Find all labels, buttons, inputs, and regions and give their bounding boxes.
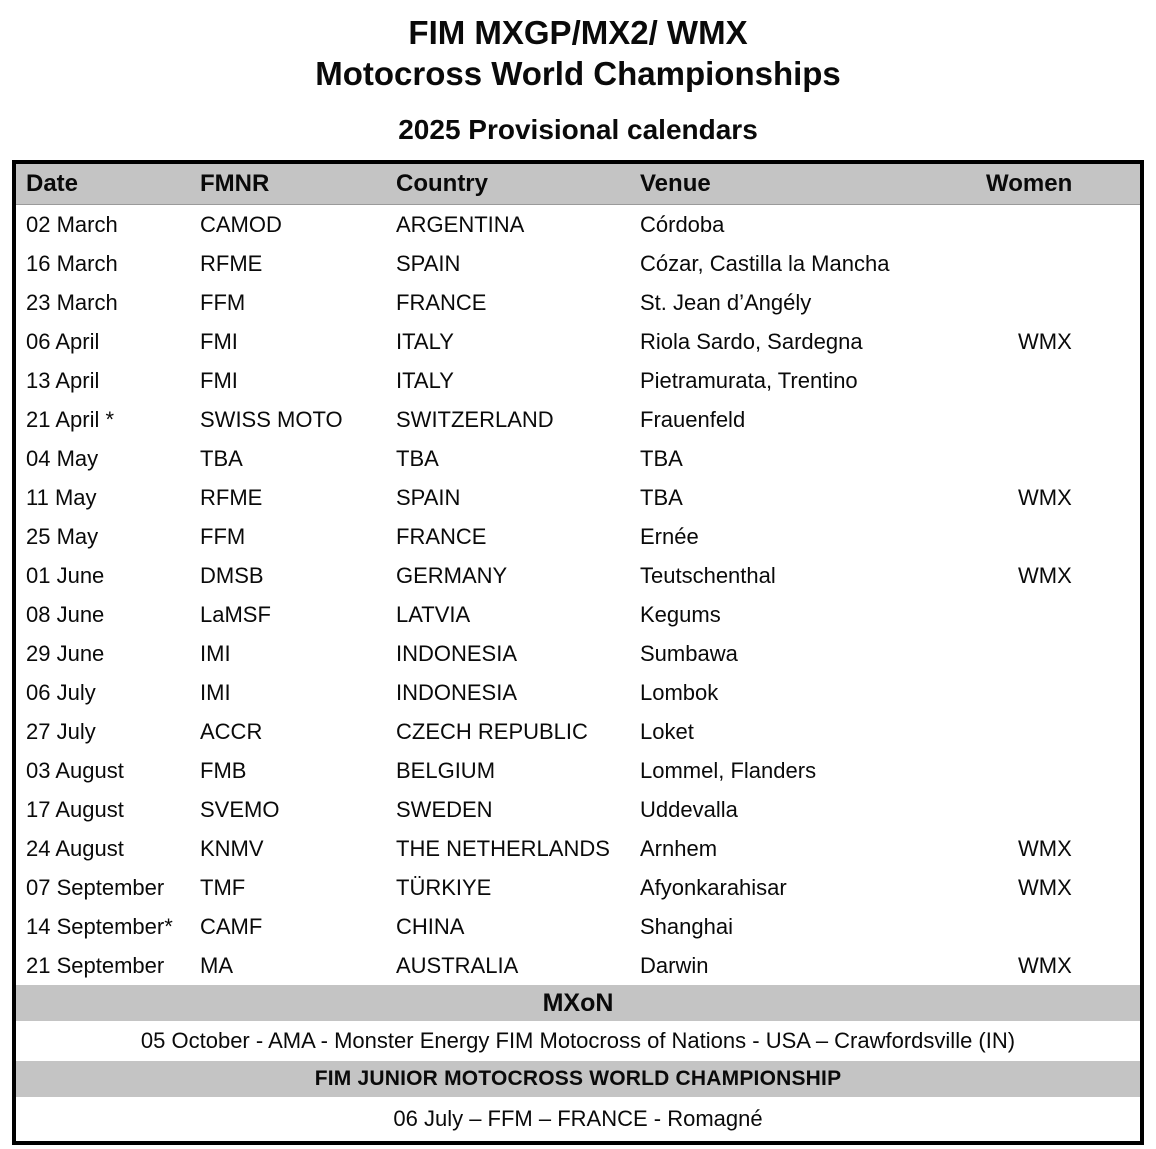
cell-venue: Loket <box>640 718 694 744</box>
table-row <box>16 751 1140 790</box>
cell-country: INDONESIA <box>396 640 518 666</box>
calendar-table <box>12 160 1144 1145</box>
table-row <box>16 829 1140 868</box>
cell-country: THE NETHERLANDS <box>396 835 610 861</box>
column-header-date: Date <box>26 170 79 197</box>
table-row <box>16 712 1140 751</box>
cell-country: TBA <box>396 445 439 471</box>
cell-fmnr: SVEMO <box>200 796 280 822</box>
cell-country: CHINA <box>396 913 465 939</box>
cell-venue: Arnhem <box>640 835 718 861</box>
table-row <box>16 556 1140 595</box>
cell-date: 29 June <box>26 640 105 666</box>
cell-date: 21 April * <box>26 406 115 432</box>
cell-date: 06 April <box>26 328 100 354</box>
cell-country: ITALY <box>396 328 454 354</box>
junior-section-header: FIM JUNIOR MOTOCROSS WORLD CHAMPIONSHIP <box>16 1061 1140 1097</box>
cell-venue: Pietramurata, Trentino <box>640 367 858 393</box>
table-row <box>16 322 1140 361</box>
cell-fmnr: DMSB <box>200 562 264 588</box>
table-row <box>16 244 1140 283</box>
cell-country: ITALY <box>396 367 454 393</box>
cell-country: LATVIA <box>396 601 471 627</box>
cell-venue: Lombok <box>640 679 719 705</box>
table-row <box>16 790 1140 829</box>
cell-fmnr: FMI <box>200 367 238 393</box>
doc-title-line2: Motocross World Championships <box>315 55 841 92</box>
cell-date: 23 March <box>26 289 118 315</box>
table-row <box>16 439 1140 478</box>
cell-country: SWITZERLAND <box>396 406 554 432</box>
table-row <box>16 205 1140 244</box>
cell-date: 08 June <box>26 601 105 627</box>
cell-country: CZECH REPUBLIC <box>396 718 588 744</box>
table-row <box>16 595 1140 634</box>
cell-fmnr: FMI <box>200 328 238 354</box>
cell-date: 14 September* <box>26 913 173 939</box>
cell-fmnr: TBA <box>200 445 243 471</box>
cell-date: 13 April <box>26 367 100 393</box>
cell-venue: Kegums <box>640 601 721 627</box>
cell-fmnr: TMF <box>200 874 246 900</box>
cell-fmnr: CAMOD <box>200 211 282 237</box>
cell-women: WMX <box>1018 562 1072 588</box>
cell-country: FRANCE <box>396 523 487 549</box>
cell-venue: Shanghai <box>640 913 733 939</box>
cell-venue: Sumbawa <box>640 640 738 666</box>
cell-country: ARGENTINA <box>396 211 525 237</box>
cell-country: SWEDEN <box>396 796 493 822</box>
table-header-row <box>16 164 1140 205</box>
cell-venue: Frauenfeld <box>640 406 746 432</box>
cell-date: 04 May <box>26 445 99 471</box>
doc-title-line1: FIM MXGP/MX2/ WMX <box>408 14 748 51</box>
junior-event-row: 06 July – FFM – FRANCE - Romagné <box>16 1097 1140 1141</box>
column-header-women: Women <box>986 170 1073 197</box>
table-row <box>16 283 1140 322</box>
cell-fmnr: IMI <box>200 640 231 666</box>
cell-country: TÜRKIYE <box>396 874 492 900</box>
cell-date: 25 May <box>26 523 99 549</box>
cell-country: GERMANY <box>396 562 508 588</box>
column-header-country: Country <box>396 170 488 197</box>
cell-fmnr: RFME <box>200 484 263 510</box>
table-row <box>16 517 1140 556</box>
cell-country: FRANCE <box>396 289 487 315</box>
cell-date: 24 August <box>26 835 124 861</box>
cell-venue: Teutschenthal <box>640 562 776 588</box>
cell-women: WMX <box>1018 835 1072 861</box>
cell-date: 11 May <box>26 484 97 510</box>
cell-venue: Darwin <box>640 952 709 978</box>
cell-venue: Ernée <box>640 523 699 549</box>
cell-venue: TBA <box>640 445 683 471</box>
cell-fmnr: FFM <box>200 289 246 315</box>
document-header <box>0 0 1156 146</box>
cell-venue: Cózar, Castilla la Mancha <box>640 250 890 276</box>
cell-fmnr: CAMF <box>200 913 263 939</box>
cell-country: SPAIN <box>396 484 461 510</box>
cell-venue: TBA <box>640 484 683 510</box>
cell-date: 17 August <box>26 796 124 822</box>
cell-date: 02 March <box>26 211 118 237</box>
cell-date: 21 September <box>26 952 165 978</box>
cell-date: 16 March <box>26 250 118 276</box>
cell-fmnr: LaMSF <box>200 601 271 627</box>
cell-women: WMX <box>1018 328 1072 354</box>
cell-date: 07 September <box>26 874 165 900</box>
column-header-venue: Venue <box>640 170 711 197</box>
cell-country: AUSTRALIA <box>396 952 519 978</box>
table-row <box>16 673 1140 712</box>
cell-country: INDONESIA <box>396 679 518 705</box>
table-row <box>16 400 1140 439</box>
table-row <box>16 946 1140 985</box>
cell-date: 06 July <box>26 679 96 705</box>
cell-venue: Córdoba <box>640 211 725 237</box>
cell-fmnr: KNMV <box>200 835 264 861</box>
cell-venue: Afyonkarahisar <box>640 874 787 900</box>
cell-country: BELGIUM <box>396 757 496 783</box>
table-row <box>16 361 1140 400</box>
table-row <box>16 868 1140 907</box>
cell-fmnr: SWISS MOTO <box>200 406 343 432</box>
cell-venue: Lommel, Flanders <box>640 757 817 783</box>
cell-women: WMX <box>1018 484 1072 510</box>
cell-women: WMX <box>1018 952 1072 978</box>
cell-date: 27 July <box>26 718 96 744</box>
table-row <box>16 907 1140 946</box>
cell-country: SPAIN <box>396 250 461 276</box>
cell-date: 03 August <box>26 757 124 783</box>
mxon-section-header: MXoN <box>16 985 1140 1021</box>
cell-venue: St. Jean d’Angély <box>640 289 812 315</box>
column-header-fmnr: FMNR <box>200 170 270 197</box>
cell-venue: Riola Sardo, Sardegna <box>640 328 863 354</box>
table-row <box>16 478 1140 517</box>
cell-date: 01 June <box>26 562 105 588</box>
doc-subtitle: 2025 Provisional calendars <box>398 114 758 145</box>
cell-women: WMX <box>1018 874 1072 900</box>
table-row <box>16 634 1140 673</box>
cell-fmnr: RFME <box>200 250 263 276</box>
mxon-event-row: 05 October - AMA - Monster Energy FIM Motocross of Nations - USA – Crawfordsville (IN) <box>16 1021 1140 1061</box>
cell-fmnr: ACCR <box>200 718 263 744</box>
cell-fmnr: MA <box>200 952 233 978</box>
cell-fmnr: FFM <box>200 523 246 549</box>
cell-fmnr: FMB <box>200 757 247 783</box>
cell-fmnr: IMI <box>200 679 231 705</box>
cell-venue: Uddevalla <box>640 796 738 822</box>
